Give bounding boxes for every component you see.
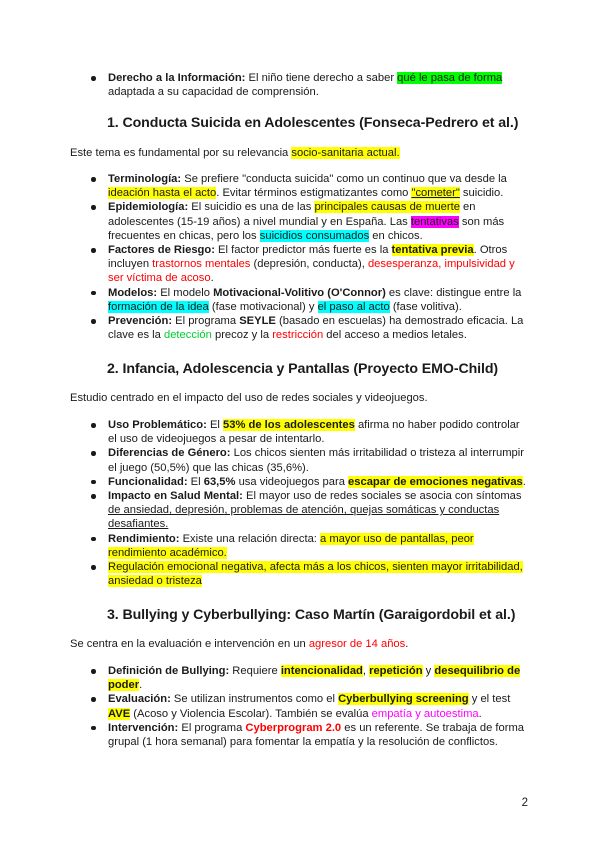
- text-span: grupal (1 hora semanal) para fomentar la empatía y la resolución de conflictos.: [108, 736, 498, 749]
- item-label: Uso Problemático:: [108, 419, 207, 431]
- item-label: Definición de Bullying:: [108, 665, 230, 677]
- text-span: es clave: distingue entre la: [385, 286, 522, 299]
- highlight-span: AVE: [108, 707, 131, 720]
- text-span: son más: [458, 215, 505, 228]
- text-span: El mayor uso de redes sociales se asocia con síntomas: [242, 490, 522, 503]
- text-span: Requiere: [229, 665, 281, 677]
- text-span: ,: [362, 665, 370, 677]
- text-span: . Otros: [473, 244, 508, 257]
- bold-text: 63,5%: [203, 475, 236, 488]
- text-span: el uso de videojuegos a pesar de intentarlo.: [108, 433, 325, 446]
- list-item-evaluacion: [108, 692, 568, 720]
- highlight-span: a mayor uso de pantallas, peor: [320, 532, 474, 545]
- list-item-regulacion: [108, 560, 568, 588]
- text-span: suicidio.: [459, 187, 504, 200]
- page-number: 2: [521, 797, 528, 809]
- item-label: Intervención:: [108, 721, 179, 734]
- text-span: en chicos.: [369, 229, 423, 242]
- text-span: (fase volitiva).: [389, 300, 462, 313]
- bold-text: SEYLE: [239, 315, 276, 328]
- highlight-span: poder: [108, 679, 140, 692]
- text-span: adaptada a su capacidad de comprensión.: [108, 86, 319, 99]
- text-span: frecuentes en chicas, pero los: [108, 229, 260, 242]
- text-span: adolescentes (15-19 años) a nivel mundial y en España. Las: [108, 215, 411, 228]
- text-span: usa videojuegos para: [235, 475, 349, 488]
- highlight-span: intencionalidad: [280, 665, 363, 677]
- red-text: agresor de 14 años: [308, 638, 406, 650]
- text-span: Los chicos sienten más irritabilidad o tristeza al interrumpir: [230, 447, 524, 460]
- text-span: .: [405, 638, 409, 650]
- green-text: detección: [163, 329, 212, 342]
- section1-list: [70, 172, 568, 342]
- text-span: .: [522, 475, 526, 488]
- red-text: desesperanza, impulsividad y: [367, 258, 515, 271]
- list-item-prevencion: [108, 314, 568, 342]
- highlight-span: escapar de emociones negativas: [348, 475, 523, 488]
- text-span: Este tema es fundamental por su relevancia: [70, 147, 292, 159]
- text-span: El: [187, 475, 204, 488]
- highlight-span: repetición: [369, 665, 423, 677]
- list-item-derecho: [108, 71, 568, 99]
- list-item-intervencion: [108, 721, 568, 749]
- text-span: (depresión, conducta),: [250, 258, 368, 271]
- highlight-span: Cyberbullying screening: [338, 693, 469, 706]
- text-span: Existe una relación directa:: [179, 532, 321, 545]
- text-span: (Acoso y Violencia Escolar). También se evalúa: [130, 707, 372, 720]
- highlight-span: qué le pasa de forma: [397, 72, 503, 84]
- highlight-span: rendimiento académico.: [108, 546, 227, 559]
- highlight-span: ansiedad o tristeza: [108, 575, 202, 588]
- text-span: Se centra en la evaluación e intervención en un: [70, 638, 309, 650]
- list-item-uso: [108, 418, 568, 446]
- highlight-span: 53% de los adolescentes: [223, 419, 355, 431]
- text-span: es un referente. Se trabaja de forma: [341, 721, 524, 734]
- underlined-text: de ansiedad, depresión, problemas de atención, quejas somáticas y conductas: [108, 504, 500, 517]
- intro-list: [70, 71, 568, 99]
- item-label: Epidemiología:: [108, 201, 189, 214]
- list-item-epidemiologia: [108, 200, 568, 243]
- highlight-span: principales causas de muerte: [314, 201, 460, 214]
- section2-list: [70, 418, 568, 588]
- text-span: incluyen: [108, 258, 153, 271]
- text-span: precoz y la: [211, 329, 273, 342]
- text-span: .: [210, 272, 214, 285]
- highlight-span: el paso al acto: [317, 300, 390, 313]
- text-span: . Evitar términos estigmatizantes como: [216, 187, 412, 200]
- text-span: El programa: [172, 315, 240, 328]
- highlight-span: ideación hasta el acto: [108, 187, 217, 200]
- text-span: el juego (50,5%) que las chicas (35,6%).: [108, 461, 309, 474]
- list-item-genero: [108, 446, 568, 474]
- text-span: y: [422, 665, 435, 677]
- item-label: Terminología:: [108, 173, 182, 185]
- bold-text: Motivacional-Volitivo (O'Connor): [213, 286, 386, 299]
- red-text: ser víctima de acoso: [108, 272, 211, 285]
- text-span: del acceso a medios letales.: [323, 329, 467, 342]
- section2-intro: Estudio centrado en el impacto del uso de redes sociales y videojuegos.: [70, 392, 428, 404]
- highlight-span: desequilibrio de: [434, 665, 521, 677]
- item-label: Modelos:: [108, 286, 158, 299]
- section1-heading: 1. Conducta Suicida en Adolescentes (Fonseca-Pedrero et al.): [107, 115, 519, 131]
- underlined-text: desafiantes.: [108, 518, 169, 531]
- highlight-span: socio-sanitaria actual.: [291, 147, 400, 159]
- text-span: El niño tiene derecho a saber: [245, 72, 398, 84]
- item-label: Factores de Riesgo:: [108, 244, 215, 257]
- item-label: Diferencias de Género:: [108, 447, 231, 460]
- list-item-definicion: [108, 664, 568, 692]
- text-span: Se prefiere "conducta suicida" como un continuo que va desde la: [181, 173, 507, 185]
- list-item-impacto: [108, 489, 568, 532]
- highlight-span: tentativa previa: [391, 244, 474, 257]
- item-label: Impacto en Salud Mental:: [108, 490, 243, 503]
- item-label: Evaluación:: [108, 693, 171, 706]
- text-span: El factor predictor más fuerte es la: [214, 244, 392, 257]
- red-text: restricción: [272, 329, 324, 342]
- text-span: El programa: [178, 721, 246, 734]
- text-span: El: [206, 419, 224, 431]
- text-span: (basado en escuelas) ha demostrado eficacia. La: [275, 315, 524, 328]
- list-item-terminologia: [108, 172, 568, 200]
- section1-intro: [70, 146, 530, 160]
- text-span: clave es la: [108, 329, 164, 342]
- text-span: afirma no haber podido controlar: [354, 419, 520, 431]
- item-label: Derecho a la Información:: [108, 72, 246, 84]
- highlight-span: tentativas: [410, 215, 459, 228]
- section2-heading: 2. Infancia, Adolescencia y Pantallas (Proyecto EMO-Child): [107, 361, 499, 377]
- text-span: El suicidio es una de las: [188, 201, 315, 214]
- highlight-span: formación de la idea: [108, 300, 209, 313]
- item-label: Funcionalidad:: [108, 475, 188, 488]
- magenta-text: empatía y autoestima: [371, 707, 479, 720]
- highlight-span: suicidios consumados: [259, 229, 370, 242]
- section3-heading: 3. Bullying y Cyberbullying: Caso Martín (Garaigordobil et al.): [107, 607, 516, 623]
- red-text: trastornos mentales: [152, 258, 251, 271]
- list-item-funcionalidad: [108, 475, 568, 489]
- list-item-factores: [108, 243, 568, 286]
- list-item-modelos: [108, 286, 568, 314]
- red-text: Cyberprogram 2.0: [245, 721, 342, 734]
- text-span: y el test: [468, 693, 511, 706]
- section3-intro: [70, 637, 530, 651]
- text-span: El modelo: [157, 286, 214, 299]
- item-label: Rendimiento:: [108, 532, 180, 545]
- highlight-span: "cometer": [411, 187, 460, 200]
- text-span: .: [478, 707, 482, 720]
- text-span: en: [459, 201, 476, 214]
- highlight-span: Regulación emocional negativa, afecta más a los chicos, sienten mayor irritabilidad,: [108, 561, 523, 574]
- text-span: Se utilizan instrumentos como el: [170, 693, 339, 706]
- text-span: .: [139, 679, 143, 692]
- list-item-rendimiento: [108, 532, 568, 560]
- text-span: (fase motivacional) y: [208, 300, 318, 313]
- section3-list: [70, 664, 568, 749]
- item-label: Prevención:: [108, 315, 173, 328]
